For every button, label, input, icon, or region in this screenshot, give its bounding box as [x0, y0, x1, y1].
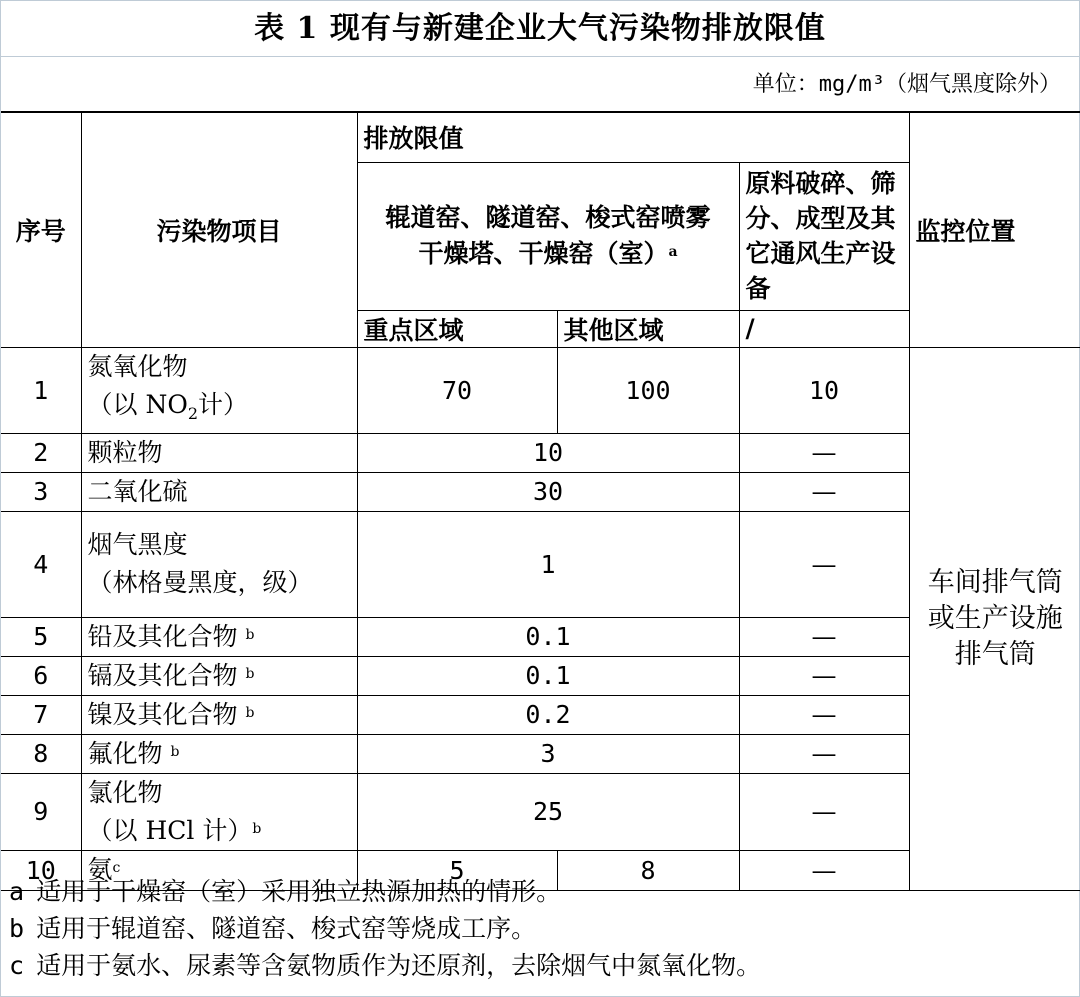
value-other-area: 8 — [557, 850, 739, 890]
header-item: 污染物项目 — [81, 112, 357, 347]
value-limit: 3 — [357, 734, 739, 773]
table-title: 表 1 现有与新建企业大气污染物排放限值 — [1, 1, 1079, 57]
value-raw: — — [739, 472, 909, 511]
value-limit: 30 — [357, 472, 739, 511]
pollutant-name — [81, 656, 357, 695]
value-key-area: 70 — [357, 347, 557, 433]
value-raw: — — [739, 511, 909, 617]
value-limit: 0.1 — [357, 617, 739, 656]
row-number: 7 — [1, 695, 81, 734]
pollutant-name-text: 氟化物 — [87, 738, 163, 768]
pollutant-name-text: 铅及其化合物 — [87, 621, 238, 651]
value-limit: 0.1 — [357, 656, 739, 695]
value-raw: — — [739, 734, 909, 773]
row-number: 10 — [1, 850, 81, 890]
footnote-key: a — [9, 877, 25, 906]
pollutant-name-text: 氨 — [87, 855, 113, 884]
subscript: 2 — [187, 403, 199, 423]
unit-label: 单位：mg/m³（烟气黑度除外） — [752, 72, 1061, 97]
pollutant-name: 颗粒物 — [81, 433, 357, 472]
footnote-marker: b — [245, 626, 255, 643]
pollutant-name-line2 — [88, 386, 357, 433]
row-number: 2 — [1, 433, 81, 472]
header-limits: 排放限值 — [357, 112, 909, 162]
value-limit: 25 — [357, 773, 739, 850]
footnote-marker: b — [245, 704, 255, 721]
pollutant-name — [81, 734, 357, 773]
row-number: 5 — [1, 617, 81, 656]
pollutant-name-line1: 烟气黑度 — [87, 530, 188, 559]
value-raw: 10 — [739, 347, 909, 433]
row-number: 4 — [1, 511, 81, 617]
footnotes — [1, 873, 1080, 984]
pollutant-name — [81, 773, 357, 850]
footnote-b — [1, 910, 1080, 947]
header-raw-group: 原料破碎、筛分、成型及其它通风生产设备 — [739, 162, 909, 310]
value-raw: — — [739, 656, 909, 695]
pollutant-name — [81, 347, 357, 433]
value-limit: 0.2 — [357, 695, 739, 734]
value-raw: — — [739, 433, 909, 472]
header-raw-sub: / — [739, 310, 909, 347]
header-kiln-group-text: 辊道窑、隧道窑、梭式窑喷雾干燥塔、干燥窑（室） — [385, 203, 711, 268]
footnote-marker: b — [252, 820, 262, 837]
footnote-key: b — [9, 914, 25, 943]
pollutant-name: 二氧化硫 — [81, 472, 357, 511]
pollutant-name-text: 镍及其化合物 — [87, 699, 238, 729]
header-kiln-group — [357, 162, 739, 310]
row-number: 8 — [1, 734, 81, 773]
pollutant-name-line2: （林格曼黑度，级） — [87, 568, 313, 597]
pollutant-name-line1: 氮氧化物 — [87, 351, 188, 381]
row-number: 6 — [1, 656, 81, 695]
header-monitor: 监控位置 — [909, 112, 1080, 347]
footnote-text: 适用于干燥窑（室）采用独立热源加热的情形。 — [36, 877, 562, 906]
pollutant-name — [81, 511, 357, 617]
row-number: 9 — [1, 773, 81, 850]
value-raw: — — [739, 617, 909, 656]
pollutant-name-text: 镉及其化合物 — [87, 660, 238, 690]
footnote-key: c — [9, 951, 25, 980]
value-raw: — — [739, 695, 909, 734]
pollutant-name — [81, 617, 357, 656]
name-part: 计） — [198, 389, 249, 419]
pollutant-name-text: （以 HCl 计） — [87, 815, 253, 845]
footnote-c — [1, 947, 1080, 984]
value-key-area: 5 — [357, 850, 557, 890]
footnote-a — [1, 873, 1080, 910]
monitor-location: 车间排气筒或生产设施排气筒 — [909, 347, 1080, 890]
footnote-marker: b — [245, 665, 255, 682]
value-limit: 1 — [357, 511, 739, 617]
footnote-text: 适用于氨水、尿素等含氨物质作为还原剂，去除烟气中氮氧化物。 — [36, 951, 762, 980]
value-raw: — — [739, 773, 909, 850]
name-part: （以 NO — [87, 389, 188, 419]
row-number: 1 — [1, 347, 81, 433]
emission-limits-table — [1, 111, 1080, 891]
pollutant-name — [81, 695, 357, 734]
value-limit: 10 — [357, 433, 739, 472]
footnote-text: 适用于辊道窑、隧道窑、梭式窑等烧成工序。 — [36, 914, 537, 943]
value-other-area: 100 — [557, 347, 739, 433]
footnote-marker: a — [668, 244, 678, 260]
pollutant-name-line1: 氯化物 — [87, 777, 163, 807]
header-key-area: 重点区域 — [357, 310, 557, 347]
footnote-marker: c — [112, 860, 121, 876]
row-number: 3 — [1, 472, 81, 511]
pollutant-name-line2 — [88, 812, 357, 850]
header-other-area: 其他区域 — [557, 310, 739, 347]
header-seq: 序号 — [1, 112, 81, 347]
footnote-marker: b — [170, 743, 180, 760]
value-raw: — — [739, 850, 909, 890]
